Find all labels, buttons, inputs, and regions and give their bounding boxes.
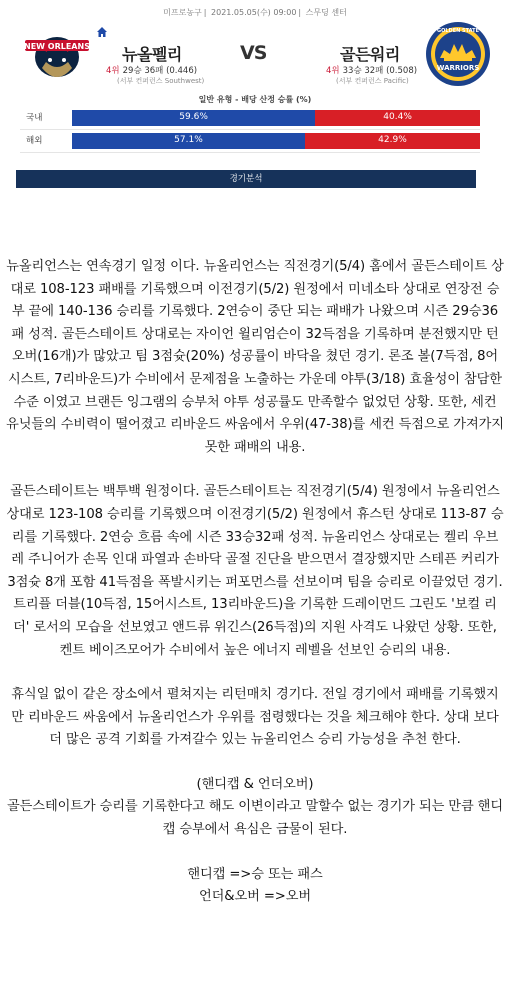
stat-bar-track — [72, 133, 480, 149]
away-team-wl: 33승 32패 (0.508) — [342, 66, 418, 76]
article-handicap-title: (핸디캡 & 언더오버) — [196, 776, 314, 792]
row-divider — [20, 152, 480, 153]
home-win-value: 59.6% — [179, 112, 208, 122]
away-team-record — [326, 64, 417, 76]
article-paragraph-away: 골든스테이트는 백투백 원정이다. 골든스테이트는 직전경기(5/4) 원정에서 뉴올리언스 상대로 123-108 승리를 기록했으며 이전경기(5/2) 원정에서 휴스턴 상대로 113-87 승리를 기록했다. 2연승 흐름 속에 시즌 33승32패 성적. 뉴올리언스 상대로는 켈리 우브레 주니어가 손목 인대 파열과 손바닥 골절 진단을 받으면서 결장했지만 스테픈 커리가 3점슛 8개 포함 41득점을 폭발시키는 퍼포먼스를 선보이며 팀을 승리로 이끌었던 경기. 트리플 더블(10득점, 15어시스트, 13리바운드)을 기록한 드레이먼드 그린도 '보컬 리더' 로서의 모습을 선보였고 앤드류 위긴스(26득점)의 지원 사격도 나왔던 상황. 또한, 켄트 베이즈모어가 수비에서 높은 에너지 레벨을 선보인 승리의 내용. — [6, 484, 504, 658]
pick-under-over: 언더&오버 =>오버 — [198, 889, 311, 905]
stat-bar-track — [72, 110, 480, 126]
match-datetime: 2021.05.05(수) 09:00 — [211, 8, 297, 17]
away-win-bar — [305, 133, 480, 149]
new-orleans-logo-text: NEW ORLEANS — [24, 42, 90, 51]
match-header-card — [10, 0, 500, 198]
golden-state-logo-text-bottom: WARRIORS — [436, 64, 480, 72]
away-team-conference: (서부 컨퍼런스 Pacific) — [336, 77, 409, 85]
away-win-value: 42.9% — [378, 135, 407, 145]
analysis-banner: 경기분석 — [16, 170, 476, 188]
league-name: 미프로농구 — [163, 8, 202, 17]
away-team-name: 골든워리 — [340, 45, 400, 64]
home-team-wl: 29승 36패 (0.446) — [122, 66, 198, 76]
away-team-rank: 4위 — [326, 66, 340, 76]
golden-state-logo — [424, 20, 492, 88]
pick-handicap: 핸디캡 =>승 또는 패스 — [187, 866, 323, 882]
stat-row-domestic — [20, 110, 480, 126]
home-team-record — [106, 64, 197, 76]
away-win-value: 40.4% — [383, 112, 412, 122]
article-paragraph-home: 뉴올리언스는 연속경기 일정 이다. 뉴올리언스는 직전경기(5/4) 홈에서 골든스테이트 상대로 108-123 패배를 기록했으며 이전경기(5/2) 원정에서 미네소타 상대로 연장전 승부 끝에 140-136 승리를 기록했다. 2연승이 중단 되는 패배가 나왔으며 시즌 29승36패 성적. 골든스테이트 상대로는 자이언 윌리엄슨이 32득점을 기록하며 분전했지만 턴오버(16개)가 많았고 팀 3점슛(20%) 성공률이 바닥을 쳤던 경기. 론조 볼(7득점, 8어시스트, 7리바운드)가 수비에서 문제점을 노출하는 가운데 야투(3/18) 효율성이 참담한 수준 이였고 브랜든 잉그램의 승부처 야투 성공률도 만족할수 없었던 상황. 또한, 세컨 유닛들의 수비력이 떨어졌고 리바운드 싸움에서 우위(47-38)를 세컨 득점으로 가져가지 못한 패배의 내용. — [6, 259, 504, 455]
home-icon — [96, 26, 108, 38]
stat-row-label: 국내 — [26, 113, 43, 123]
article-paragraph-summary: 휴식일 없이 같은 장소에서 펼쳐지는 리턴매치 경기다. 전일 경기에서 패배를 기록했지만 리바운드 싸움에서 뉴올리언스가 우위를 점령했다는 것을 체크해야 한다. 상대 보다 더 많은 공격 기회를 가져갈수 있는 뉴올리언스 승리 가능성을 추천 한다. — [11, 687, 499, 748]
match-venue: 스무딩 센터 — [305, 8, 347, 17]
article-body — [6, 256, 504, 909]
stat-row-overseas — [20, 133, 480, 149]
home-win-bar — [72, 133, 305, 149]
new-orleans-logo — [24, 24, 90, 84]
home-team-rank: 4위 — [106, 66, 120, 76]
odds-stat-title: 일반 유형 - 배당 산정 승률 (%) — [198, 95, 312, 104]
golden-state-logo-text-top: GOLDEN STATE — [437, 28, 479, 34]
home-win-value: 57.1% — [174, 135, 203, 145]
away-win-bar — [315, 110, 480, 126]
home-win-bar — [72, 110, 315, 126]
home-team-name: 뉴올펠리 — [122, 45, 182, 64]
article-paragraph-handicap: 골든스테이트가 승리를 기록한다고 해도 이변이라고 말할수 없는 경기가 되는 만큼 핸디캡 승부에서 욕심은 금물이 된다. — [7, 799, 503, 838]
home-team-conference: (서부 컨퍼런스 Southwest) — [117, 77, 205, 85]
vs-label: VS — [240, 42, 267, 64]
match-meta: 미프로농구 | 2021.05.05(수) 09:00 | 스무딩 센터 — [163, 8, 347, 17]
stat-row-label: 해외 — [26, 136, 43, 146]
row-divider — [20, 129, 480, 130]
